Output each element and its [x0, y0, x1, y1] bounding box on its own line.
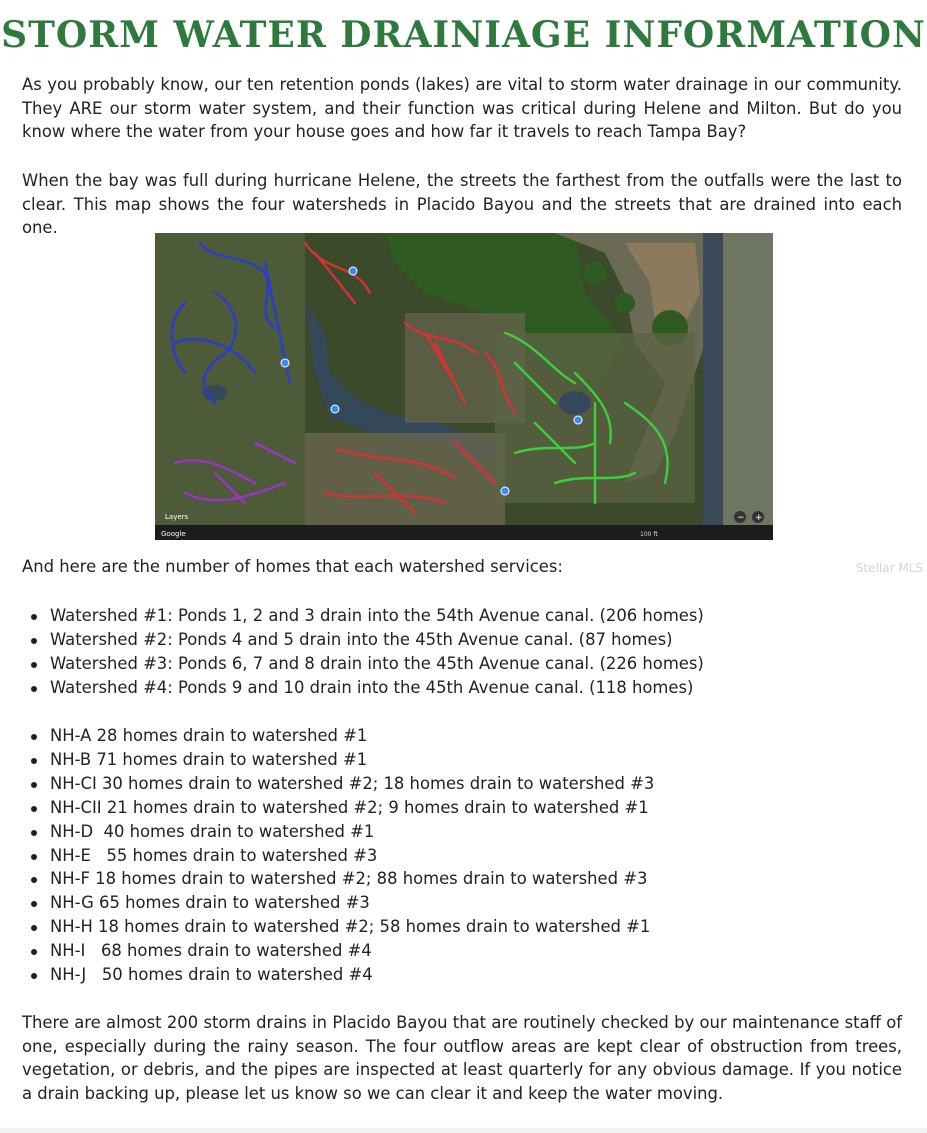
list-item: NH-CI 30 homes drain to watershed #2; 18 homes drain to watershed #3: [22, 772, 654, 796]
page-title: STORM WATER DRAINIAGE INFORMATION: [1, 14, 926, 56]
map-island: [583, 261, 607, 285]
list-item: NH-A 28 homes drain to watershed #1: [22, 724, 654, 748]
zoom-in-icon: +: [755, 513, 763, 523]
watershed-lead-text: And here are the number of homes that each watershed services:: [22, 557, 563, 576]
map-intro-paragraph: When the bay was full during hurricane Helene, the streets the farthest from the outfalls were the last to clear. This map shows the four watersheds in Placido Bayou and the streets that are drained into each one.: [22, 171, 902, 238]
closing-paragraph: There are almost 200 storm drains in Placido Bayou that are routinely checked by our maintenance staff of one, especially during the rainy season. The four outflow areas are kept clear of obstruction from trees, vegetation, or debris, and the pipes are inspected at least quarterly for any obvious damage. If you notice a drain backing up, please let us know so we can clear it and keep the water moving.: [22, 1013, 902, 1103]
map-residential-south: [305, 433, 505, 525]
map-toolbar: [155, 525, 773, 540]
neighborhood-list: [22, 724, 654, 987]
scale-label: 100 ft: [640, 531, 658, 538]
watershed-list: [22, 604, 704, 700]
list-item: NH-F 18 homes drain to watershed #2; 88 homes drain to watershed #3: [22, 867, 654, 891]
pond-marker: [281, 359, 289, 367]
map-neighborhood-east: [723, 233, 773, 525]
list-item: NH-E 55 homes drain to watershed #3: [22, 844, 654, 868]
layers-label[interactable]: Layers: [165, 513, 189, 521]
list-item: NH-D 40 homes drain to watershed #1: [22, 820, 654, 844]
map-island: [615, 293, 635, 313]
map-channel: [703, 233, 723, 525]
list-item: Watershed #2: Ponds 4 and 5 drain into the 45th Avenue canal. (87 homes): [22, 628, 704, 652]
pond-marker: [574, 416, 582, 424]
list-item: NH-I 68 homes drain to watershed #4: [22, 939, 654, 963]
intro-paragraph: As you probably know, our ten retention ponds (lakes) are vital to storm water drainage in our community. They ARE our storm water system, and their function was critical during Helene and Milton. But do you know where the water from your house goes and how far it travels to reach Tampa Bay?: [22, 75, 902, 142]
list-item: Watershed #1: Ponds 1, 2 and 3 drain into the 54th Avenue canal. (206 homes): [22, 604, 704, 628]
list-item: Watershed #4: Ponds 9 and 10 drain into the 45th Avenue canal. (118 homes): [22, 676, 704, 700]
list-item: NH-J 50 homes drain to watershed #4: [22, 963, 654, 987]
list-item: Watershed #3: Ponds 6, 7 and 8 drain into the 45th Avenue canal. (226 homes): [22, 652, 704, 676]
pond-marker: [331, 405, 339, 413]
watershed-map: [155, 233, 773, 540]
watermark: Stellar MLS: [855, 561, 923, 575]
map-pond: [559, 391, 591, 415]
list-item: NH-G 65 homes drain to watershed #3: [22, 891, 654, 915]
list-item: NH-H 18 homes drain to watershed #2; 58 homes drain to watershed #1: [22, 915, 654, 939]
bottom-border: [0, 1128, 927, 1133]
pond-marker: [349, 267, 357, 275]
list-item: NH-CII 21 homes drain to watershed #2; 9 homes drain to watershed #1: [22, 796, 654, 820]
pond-marker: [501, 487, 509, 495]
google-label: Google: [161, 530, 186, 538]
map-residential-west: [155, 233, 305, 525]
zoom-out-icon: −: [737, 513, 745, 523]
list-item: NH-B 71 homes drain to watershed #1: [22, 748, 654, 772]
